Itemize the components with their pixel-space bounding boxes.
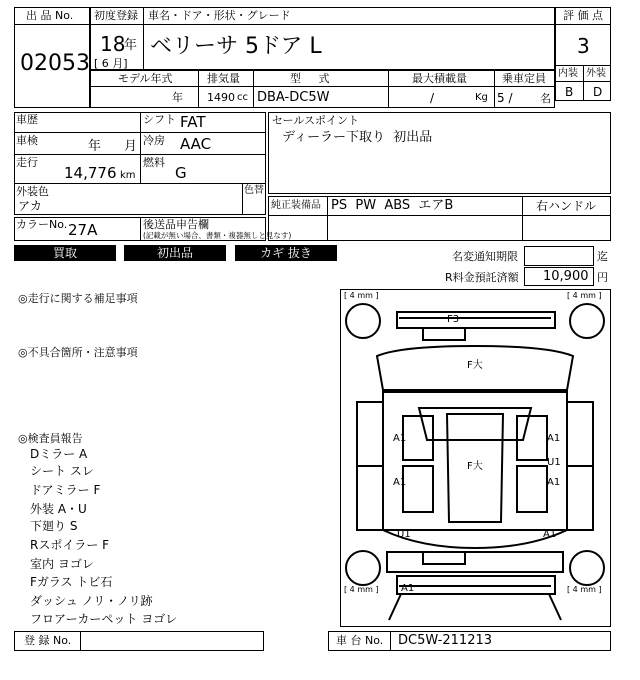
damage-mark: F3 xyxy=(447,314,460,325)
color-no-label: カラーNo. xyxy=(16,218,68,231)
sales-point-text: ディーラー下取り 初出品 xyxy=(282,130,433,145)
damage-mark: A1 xyxy=(393,433,407,444)
first-reg-month: [ 6 月] xyxy=(94,57,128,70)
ac-label: 冷房 xyxy=(143,134,165,147)
damage-mark: U1 xyxy=(397,529,411,540)
max-load-slash: / xyxy=(430,91,435,105)
inspector-item: Fガラス トビ石 xyxy=(30,575,113,589)
ac-value: AAC xyxy=(180,135,212,153)
inspector-item: Rスポイラー F xyxy=(30,538,110,552)
mileage-supplement-label: ◎走行に関する補足事項 xyxy=(18,292,138,305)
inspection-month: 月 xyxy=(124,139,138,154)
damage-mark: A1 xyxy=(543,529,557,540)
mileage-value: 14,776 xyxy=(64,164,117,182)
chassis-no-value: DC5W-211213 xyxy=(398,633,493,648)
inspector-item: フロアーカーペット ヨゴレ xyxy=(30,612,178,626)
badge-kaitori: 買取 xyxy=(14,245,116,261)
ext-color-value: アカ xyxy=(18,199,42,213)
tire-depth-fl: [ 4 mm ] xyxy=(344,291,379,300)
inspection-label: 車検 xyxy=(16,134,38,147)
tire-depth-rl: [ 4 mm ] xyxy=(344,585,379,594)
chassis-no-label: 車 台 No. xyxy=(336,634,384,647)
recycle-fee-unit: 円 xyxy=(597,271,608,284)
color-change-label: 色替 xyxy=(244,185,264,196)
registration-no-label: 登 録 No. xyxy=(24,634,72,647)
color-no-value: 27A xyxy=(68,221,98,239)
tire-depth-fr: [ 4 mm ] xyxy=(567,291,602,300)
damage-mark: A1 xyxy=(547,433,561,444)
car-diagram xyxy=(340,289,611,627)
damage-mark: F大 xyxy=(467,461,483,472)
history-label: 車歴 xyxy=(16,113,38,126)
badge-key-removed: カギ 抜き xyxy=(235,245,337,261)
first-reg-year: 18 xyxy=(100,32,126,56)
max-load-label: 最大積載量 xyxy=(412,72,467,85)
mileage-label: 走行 xyxy=(16,156,38,169)
recycle-fee-label: R料金預託済額 xyxy=(445,271,519,284)
score-value: 3 xyxy=(577,34,590,58)
tire-front-right xyxy=(570,304,604,338)
inspector-item: 下廻り S xyxy=(30,519,78,533)
car-name: ベリーサ 5ドア L xyxy=(150,34,322,59)
model-year-label: モデル年式 xyxy=(118,72,173,85)
transfer-deadline-unit: 迄 xyxy=(597,250,608,263)
shift-value: FAT xyxy=(180,113,206,131)
inspector-item: ダッシュ ノリ・ノリ跡 xyxy=(30,594,153,608)
lot-number-label: 出 品 No. xyxy=(26,9,74,22)
damage-mark: A1 xyxy=(547,477,561,488)
fuel-label: 燃料 xyxy=(143,156,165,169)
damage-mark: U1 xyxy=(547,457,561,468)
fuel-value: G xyxy=(175,164,187,182)
interior-grade: B xyxy=(565,85,574,99)
displacement-label: 排気量 xyxy=(207,72,240,85)
shift-label: シフト xyxy=(143,113,176,126)
exterior-grade: D xyxy=(593,85,603,99)
post-docs-label: 後送品申告欄 xyxy=(143,218,209,231)
lot-number: 02053 xyxy=(20,51,90,76)
displacement-unit: cc xyxy=(237,92,248,103)
first-reg-label: 初度登録 xyxy=(94,9,138,22)
transfer-deadline-label: 名変通知期限 xyxy=(452,250,518,263)
exterior-label: 外装 xyxy=(586,68,606,79)
inspector-item: ドアミラー F xyxy=(30,483,101,497)
capacity-unit: 名 xyxy=(540,92,551,105)
model-code: DBA-DC5W xyxy=(257,90,330,105)
defects-label: ◎不具合箇所・注意事項 xyxy=(18,346,138,359)
capacity-label: 乗車定員 xyxy=(502,72,546,85)
max-load-unit: Kg xyxy=(475,92,488,103)
displacement-value: 1490 xyxy=(207,91,235,104)
score-label: 評 価 点 xyxy=(563,9,603,22)
tire-rear-right xyxy=(570,551,604,585)
tire-front-left xyxy=(346,304,380,338)
sales-point-label: セールスポイント xyxy=(272,114,360,127)
mileage-unit: km xyxy=(120,170,136,181)
model-year-unit: 年 xyxy=(172,91,183,104)
badge-first-listing: 初出品 xyxy=(124,245,226,261)
inspector-item: 室内 ヨゴレ xyxy=(30,557,94,571)
model-code-label: 型 式 xyxy=(290,72,330,85)
inspector-item: シート スレ xyxy=(30,464,94,478)
transfer-deadline-field xyxy=(524,246,594,266)
ext-color-label: 外装色 xyxy=(16,185,49,198)
tire-rear-left xyxy=(346,551,380,585)
inspector-report-label: ◎検査員報告 xyxy=(18,432,83,445)
car-name-label: 車名・ドア・形状・グレード xyxy=(148,9,291,22)
equipment-value: PS PW ABS エアB xyxy=(331,198,454,213)
inspection-year: 年 xyxy=(88,139,102,154)
damage-mark: F大 xyxy=(467,360,483,371)
first-reg-year-unit: 年 xyxy=(124,38,138,53)
handle-side: 右ハンドル xyxy=(536,199,597,213)
equipment-label: 純正装備品 xyxy=(271,200,321,211)
inspector-item: 外装 A・U xyxy=(30,502,87,516)
interior-label: 内装 xyxy=(558,68,578,79)
inspector-item: Dミラー A xyxy=(30,447,88,461)
capacity-value: 5 / xyxy=(497,91,513,105)
recycle-fee-value: 10,900 xyxy=(543,269,589,284)
post-docs-note: (記載が無い場合、書類・複器無しと見なす) xyxy=(143,231,292,240)
car-outline xyxy=(341,290,610,626)
damage-mark: A1 xyxy=(393,477,407,488)
damage-mark: A1 xyxy=(401,583,415,594)
tire-depth-rr: [ 4 mm ] xyxy=(567,585,602,594)
